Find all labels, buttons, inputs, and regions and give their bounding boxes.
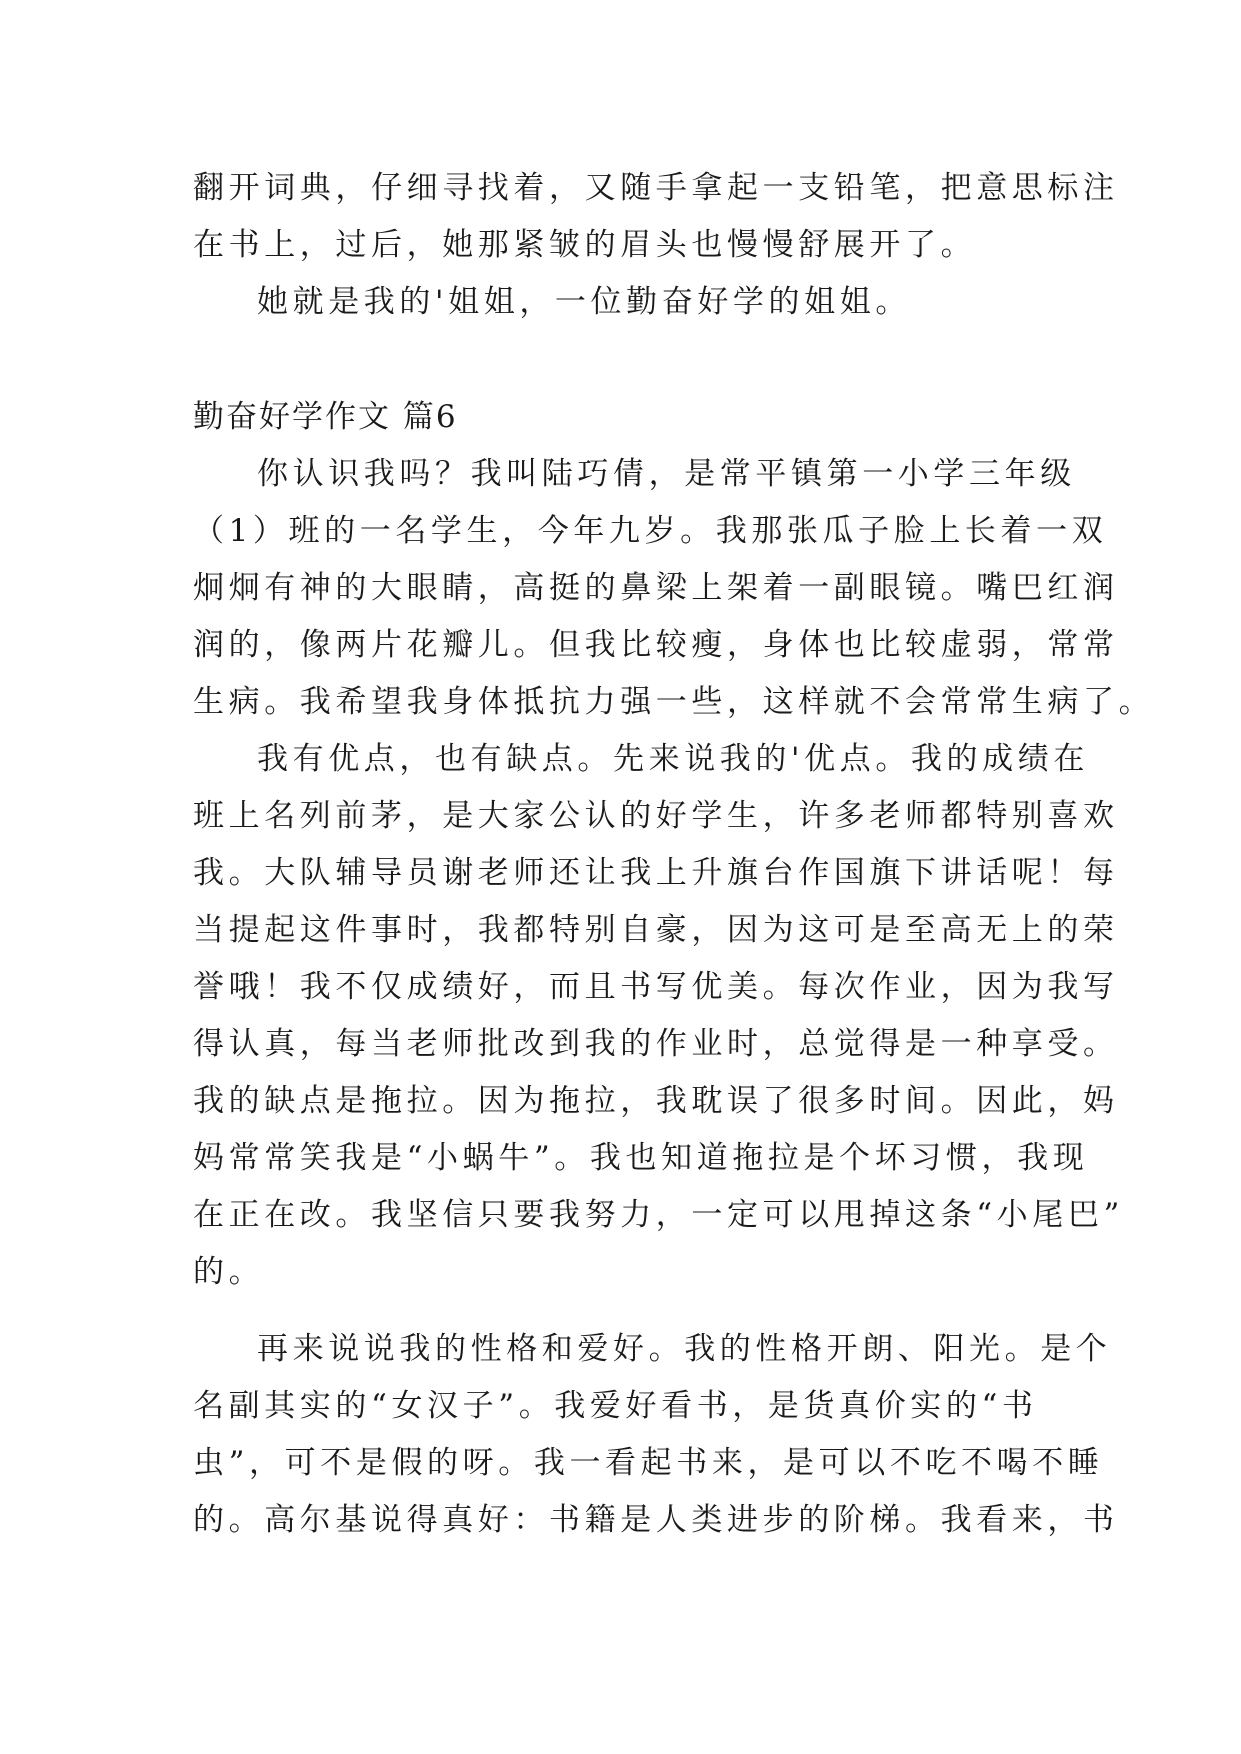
paragraph-line: 誉哦！我不仅成绩好，而且书写优美。每次作业，因为我写 (193, 969, 1119, 1005)
paragraph-line: 润的，像两片花瓣儿。但我比较瘦，身体也比较虚弱，常常 (193, 627, 1119, 663)
paragraph-line: 得认真，每当老师批改到我的作业时，总觉得是一种享受。 (193, 1026, 1119, 1062)
paragraph-line: 名副其实的“女汉子”。我爱好看书，是货真价实的“书 (193, 1388, 1038, 1424)
paragraph-line: 虫”，可不是假的呀。我一看起书来，是可以不吃不喝不睡 (193, 1445, 1104, 1481)
paragraph-line: 生病。我希望我身体抵抗力强一些，这样就不会常常生病了。 (193, 684, 1155, 720)
paragraph-line: （1）班的一名学生，今年九岁。我那张瓜子脸上长着一双 (193, 513, 1108, 549)
paragraph-line: 她就是我的'姐姐，一位勤奋好学的姐姐。 (257, 284, 911, 320)
paragraph-line: 再来说说我的性格和爱好。我的性格开朗、阳光。是个 (257, 1331, 1112, 1367)
paragraph-line: 炯炯有神的大眼睛，高挺的鼻梁上架着一副眼镜。嘴巴红润 (193, 570, 1119, 606)
paragraph-line: 你认识我吗？我叫陆巧倩，是常平镇第一小学三年级 (257, 456, 1076, 492)
paragraph-line: 我有优点，也有缺点。先来说我的'优点。我的成绩在 (257, 741, 1089, 777)
paragraph-line: 班上名列前茅，是大家公认的好学生，许多老师都特别喜欢 (193, 798, 1119, 834)
paragraph-line: 的。 (193, 1254, 265, 1290)
paragraph-line: 的。高尔基说得真好：书籍是人类进步的阶梯。我看来，书 (193, 1502, 1119, 1538)
paragraph-line: 在正在改。我坚信只要我努力，一定可以甩掉这条“小尾巴” (193, 1197, 1124, 1233)
paragraph-line: 妈常常笑我是“小蜗牛”。我也知道拖拉是个坏习惯，我现 (193, 1140, 1089, 1176)
paragraph-line: 我的缺点是拖拉。因为拖拉，我耽误了很多时间。因此，妈 (193, 1083, 1119, 1119)
section-heading: 勤奋好学作文 篇6 (193, 399, 458, 435)
paragraph-line: 当提起这件事时，我都特别自豪，因为这可是至高无上的荣 (193, 912, 1119, 948)
paragraph-line: 我。大队辅导员谢老师还让我上升旗台作国旗下讲话呢！每 (193, 855, 1119, 891)
paragraph-line: 在书上，过后，她那紧皱的眉头也慢慢舒展开了。 (193, 227, 977, 263)
paragraph-line: 翻开词典，仔细寻找着，又随手拿起一支铅笔，把意思标注 (193, 170, 1119, 206)
